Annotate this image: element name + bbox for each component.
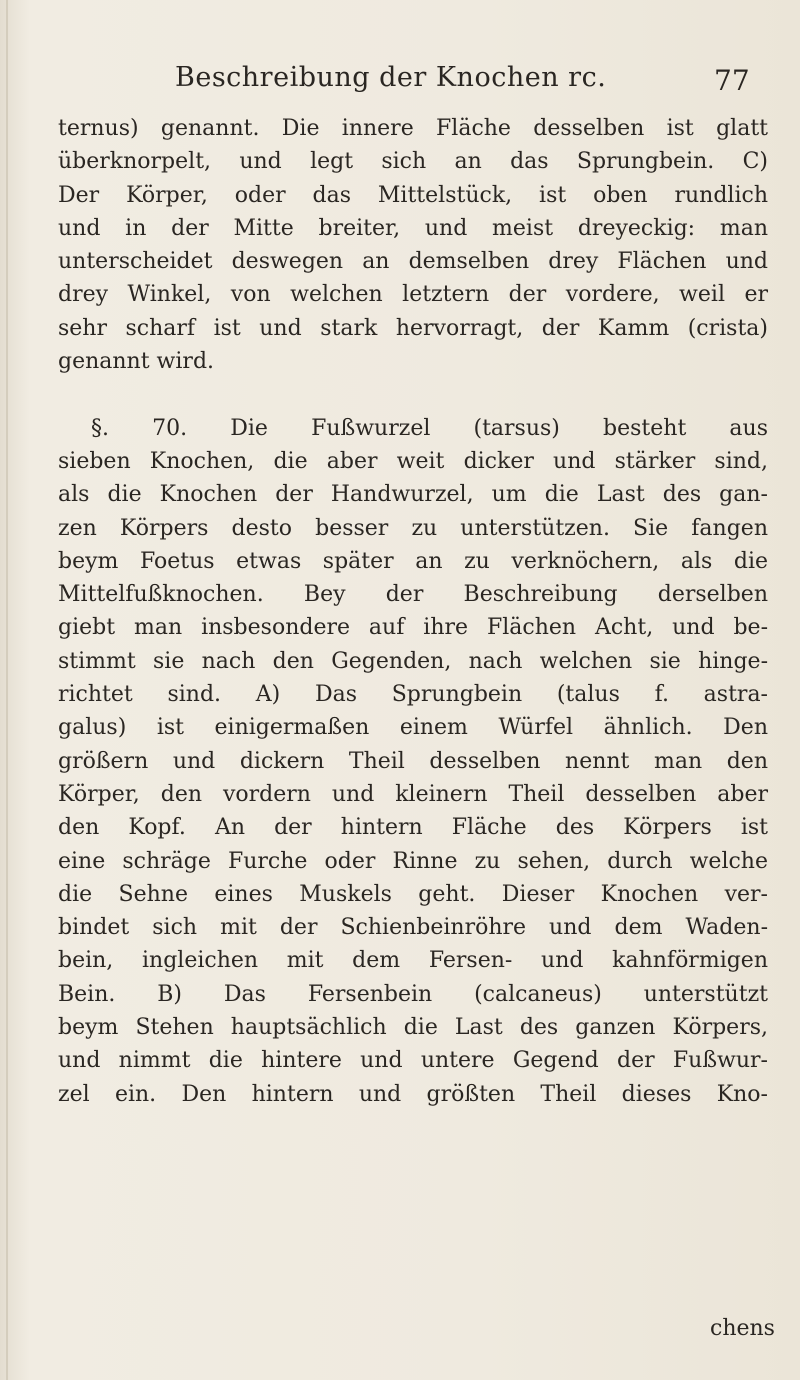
- text-line: bindet sich mit der Schienbeinröhre und dem Waden-: [58, 915, 768, 941]
- running-title: Beschreibung der Knochen rc.: [175, 62, 607, 93]
- text-line: und nimmt die hintere und untere Gegend der Fußwur-: [58, 1048, 768, 1074]
- text-line: größern und dickern Theil desselben nennt man den: [58, 748, 768, 774]
- text-line: zen Körpers desto besser zu unterstützen. Sie fangen: [58, 515, 768, 541]
- text-line: Der Körper, oder das Mittelstück, ist oben rundlich: [58, 182, 768, 208]
- text-line: beym Stehen hauptsächlich die Last des ganzen Körpers,: [58, 1015, 768, 1041]
- text-line: sieben Knochen, die aber weit dicker und stärker sind,: [58, 448, 768, 474]
- text-line: Körper, den vordern und kleinern Theil desselben aber: [58, 781, 768, 807]
- text-line: und in der Mitte breiter, und meist dreyeckig: man: [58, 215, 768, 241]
- text-line: drey Winkel, von welchen letztern der vordere, weil er: [58, 282, 768, 308]
- section-start-line: §. 70. Die Fußwurzel (tarsus) besteht aus: [91, 415, 768, 441]
- text-line: unterscheidet deswegen an demselben drey Flächen und: [58, 249, 768, 275]
- text-line: sehr scharf ist und stark hervorragt, der Kamm (crista): [58, 315, 768, 341]
- text-line: Mittelfußknochen. Bey der Beschreibung derselben: [58, 582, 768, 608]
- text-line: überknorpelt, und legt sich an das Sprungbein. C): [58, 149, 768, 175]
- text-line: zel ein. Den hintern und größten Theil dieses Kno-: [58, 1081, 768, 1107]
- text-line: die Sehne eines Muskels geht. Dieser Knochen ver-: [58, 881, 768, 907]
- page-header: [0, 58, 800, 98]
- text-line: eine schräge Furche oder Rinne zu sehen, durch welche: [58, 848, 768, 874]
- catchword: chens: [710, 1316, 775, 1341]
- text-line: genannt wird.: [58, 349, 215, 375]
- page-gutter: [6, 0, 8, 1380]
- text-line: stimmt sie nach den Gegenden, nach welchen sie hinge-: [58, 648, 768, 674]
- text-line: ternus) genannt. Die innere Fläche desselben ist glatt: [58, 116, 768, 141]
- page-number: 77: [714, 64, 750, 97]
- text-line: richtet sind. A) Das Sprungbein (talus f. astra-: [58, 682, 768, 708]
- paragraph-gap: [58, 378, 768, 411]
- text-line: als die Knochen der Handwurzel, um die Last des gan-: [58, 482, 768, 508]
- text-line: beym Foetus etwas später an zu verknöchern, als die: [58, 548, 768, 574]
- text-line: Bein. B) Das Fersenbein (calcaneus) unterstützt: [58, 981, 768, 1007]
- text-line: galus) ist einigermaßen einem Würfel ähnlich. Den: [58, 715, 768, 741]
- body-text: [58, 112, 768, 1111]
- text-line: bein, ingleichen mit dem Fersen- und kahnförmigen: [58, 948, 768, 974]
- text-line: den Kopf. An der hintern Fläche des Körpers ist: [58, 815, 768, 841]
- text-line: giebt man insbesondere auf ihre Flächen Acht, und be-: [58, 615, 768, 641]
